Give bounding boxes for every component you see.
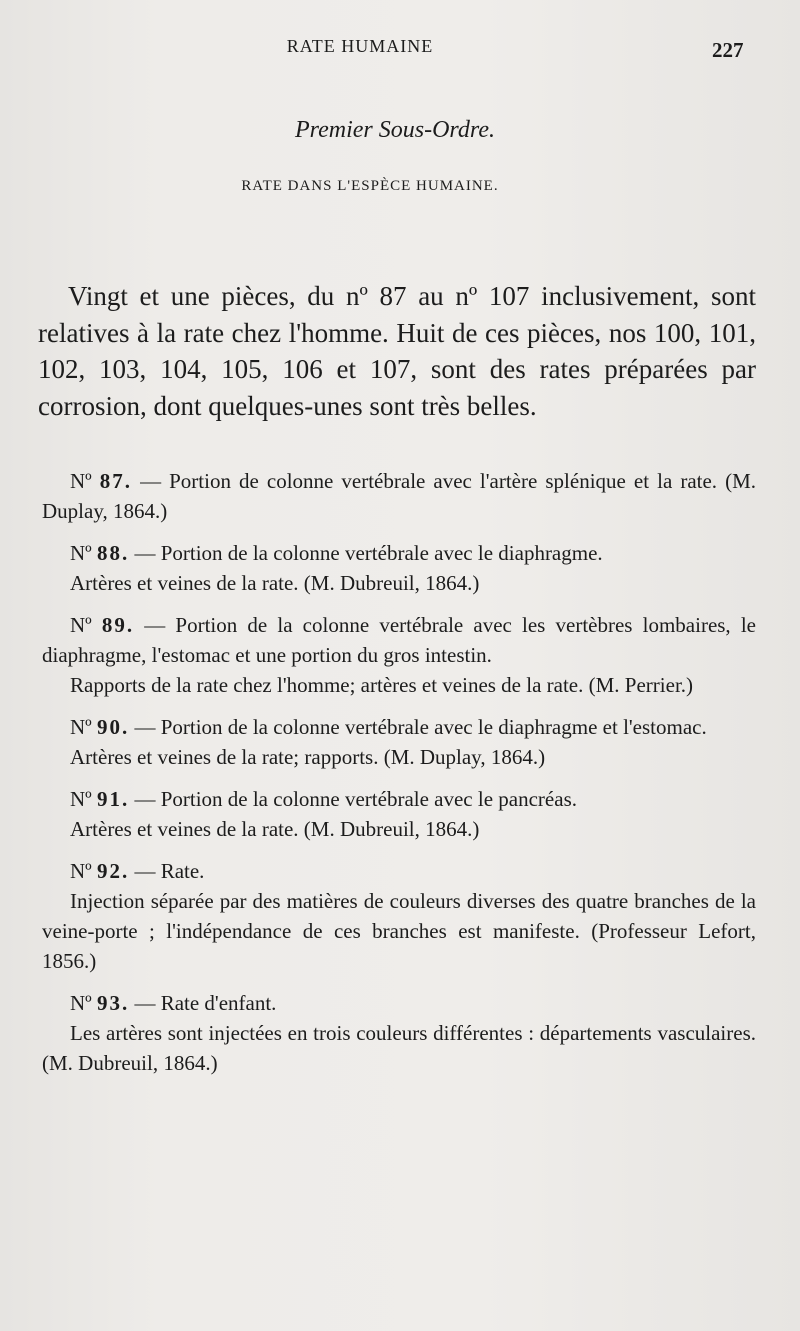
entry-number: 87. [99,469,132,493]
entry-description: Rapports de la rate chez l'homme; artères et veines de la rate. (M. Perrier.) [70,673,694,697]
entry-description: Artères et veines de la rate; rapports. (M. Duplay, 1864.) [70,745,546,769]
entry-number: 93. [96,991,130,1015]
entry-text: — Portion de la colonne vertébrale avec le pancréas. [134,787,577,811]
entry-title [42,466,756,526]
entry-90 [42,712,756,772]
intro-paragraph: Vingt et une pièces, du nº 87 au nº 107 inclusivement, sont relatives à la rate chez l'homme. Huit de ces pièces, nos 100, 101, 102, 103, 104, 105, 106 et 107, sont des rates préparées par corrosion, dont quelques-unes sont très belles. [38,281,756,421]
entry-title [42,610,756,670]
section-heading: Premier Sous-Ordre. [295,117,495,143]
entry-description: Les artères sont injectées en trois couleurs différentes : départements vasculaires. (M. Dubreuil, 1864.) [42,1021,756,1075]
entry-label: Nº [70,469,92,493]
entry-description: Artères et veines de la rate. (M. Dubreuil, 1864.) [70,571,480,595]
entry-number: 90. [96,715,130,739]
entry-number: 89. [101,613,135,637]
running-header-title: RATE HUMAINE [286,36,434,56]
entry-87 [42,466,756,526]
entry-description: Injection séparée par des matières de couleurs diverses des quatre branches de la veine-porte ; l'indépendance de ces branches est manifeste. (Professeur Lefort, 1856.) [42,889,756,973]
entry-text: — Portion de la colonne vertébrale avec le diaphragme et l'estomac. [134,715,707,739]
entry-number: 91. [96,787,130,811]
entries-list [42,466,756,1090]
entry-text: — Portion de la colonne vertébrale avec le diaphragme. [134,541,603,565]
entry-text: — Rate d'enfant. [134,991,277,1015]
entry-text: — Rate. [134,859,205,883]
entry-88 [42,538,756,598]
entry-label: Nº [70,715,92,739]
entry-title [42,538,756,568]
entry-label: Nº [70,859,92,883]
entry-description: Artères et veines de la rate. (M. Dubreuil, 1864.) [70,817,480,841]
entry-number: 92. [96,859,130,883]
entry-text: — Portion de la colonne vertébrale avec les vertèbres lombaires, le diaphragme, l'estomac et une portion du gros intestin. [42,613,756,667]
entry-title [42,712,756,742]
section-subheading: RATE DANS L'ESPÈCE HUMAINE. [241,178,499,194]
entry-title [42,784,756,814]
entry-92 [42,856,756,976]
entry-text: — Portion de colonne vertébrale avec l'artère splénique et la rate. (M. Duplay, 1864.) [42,469,757,523]
entry-label: Nº [70,541,92,565]
entry-title [42,988,756,1018]
entry-89 [42,610,756,700]
entry-93 [42,988,756,1078]
entry-label: Nº [70,613,92,637]
entry-label: Nº [70,991,92,1015]
entry-number: 88. [96,541,130,565]
entry-91 [42,784,756,844]
entry-title [42,856,756,886]
page-number: 227 [712,38,744,62]
entry-label: Nº [70,787,92,811]
